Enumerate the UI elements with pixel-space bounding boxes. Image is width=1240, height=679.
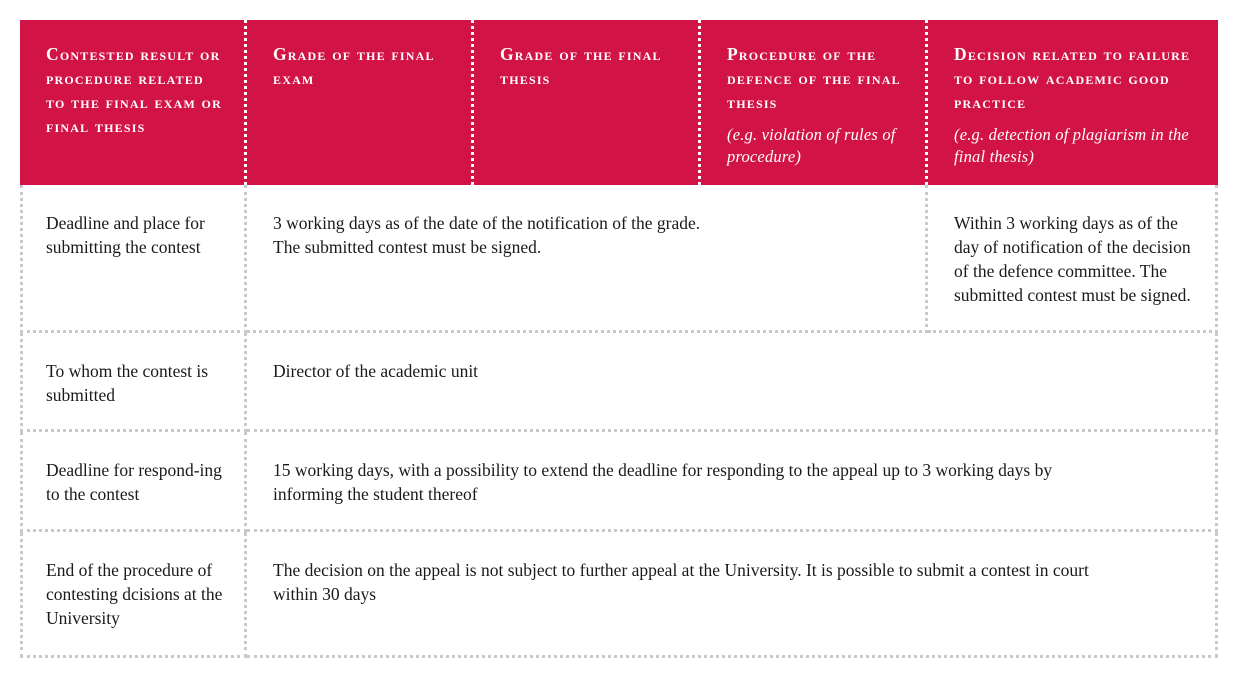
header-procedure-defence-note: (e.g. violation of rules of procedure) (727, 125, 896, 166)
header-grade-final-exam-text: Grade of the final exam (273, 44, 435, 88)
row-deadline-responding-value: 15 working days, with a possibility to extend the deadline for responding to the appeal up to 3 working days by informing the student thereof (247, 432, 1218, 532)
row-to-whom-label: To whom the contest is submitted (20, 333, 247, 432)
header-contested-result (20, 20, 247, 185)
row-end-of-procedure-label: End of the procedure of contesting dcisions at the University (20, 532, 247, 658)
row-end-of-procedure-value: The decision on the appeal is not subject to further appeal at the University. It is possible to submit a contest in court within 30 days (247, 532, 1218, 658)
row-deadline-submitting-value: 3 working days as of the date of the notification of the grade. The submitted contest must be signed. (247, 185, 928, 333)
row-deadline-responding-label: Deadline for respond-ing to the contest (20, 432, 247, 532)
header-academic-good-practice (928, 20, 1218, 185)
header-grade-final-exam (247, 20, 474, 185)
header-contested-result-text: Contested result or procedure related to the final exam or final thesis (46, 44, 222, 136)
row-deadline-submitting-label: Deadline and place for submitting the contest (20, 185, 247, 333)
contest-procedure-table (20, 20, 1218, 658)
header-grade-final-thesis (474, 20, 701, 185)
header-academic-good-practice-text: Decision related to failure to follow academic good practice (954, 44, 1191, 112)
row-to-whom-value: Director of the academic unit (247, 333, 1218, 432)
header-procedure-defence (701, 20, 928, 185)
header-academic-good-practice-note: (e.g. detection of plagiarism in the final thesis) (954, 125, 1189, 166)
row-deadline-submitting-value-plagiarism: Within 3 working days as of the day of notification of the decision of the defence committee. The submitted contest must be signed. (928, 185, 1218, 333)
header-procedure-defence-text: Procedure of the defence of the final thesis (727, 44, 901, 112)
header-grade-final-thesis-text: Grade of the final thesis (500, 44, 662, 88)
